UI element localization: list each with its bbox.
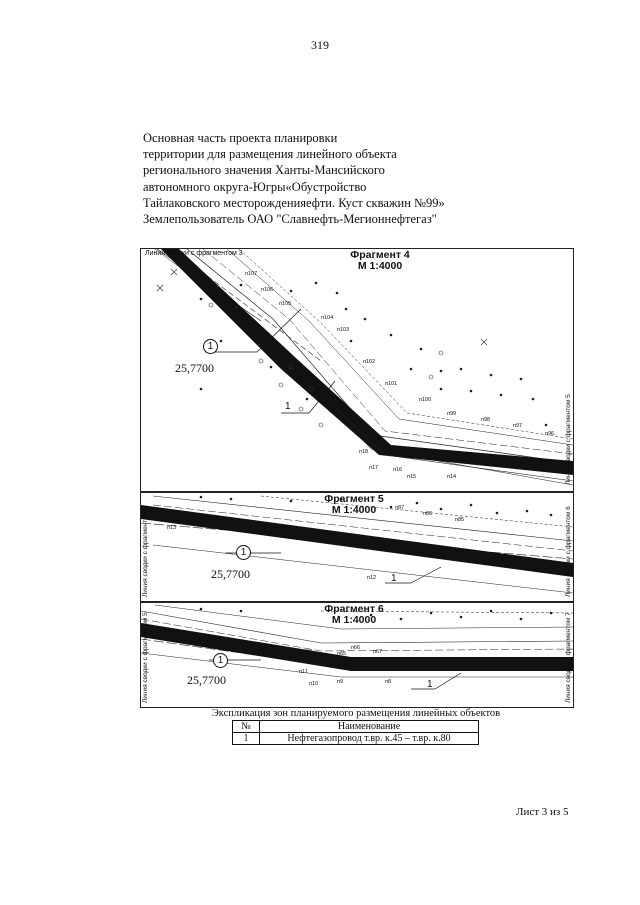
point-label: п101 [385,381,398,387]
line-number: 1 [427,679,433,690]
point-label: п13 [167,525,177,531]
table-header-row [233,721,479,733]
point-label: п97 [513,423,523,429]
point-label: п64 [303,649,313,655]
heading-line: Землепользователь ОАО "Славнефть-Мегионнефтегаз" [143,212,437,227]
point-label: п102 [363,359,376,365]
sheet-label: Лист 3 из 5 [516,806,569,818]
fragment-5-join-label-left: Линия сводки с фрагментом 4 [142,506,149,597]
fragment-title-text: Фрагмент 6 [324,603,384,615]
point-label: п16 [393,467,403,473]
table-row [233,733,479,745]
fragment-6-join-label-left: Линия сводки с фрагментом 5 [142,612,149,703]
point-label: п67 [373,649,383,655]
point-label: п106 [261,287,274,293]
point-label: п86 [423,511,433,517]
document-heading [143,130,473,227]
fragment-6-join-label-right: Линия сводки с фрагментом 7 [565,612,572,703]
point-label: п9 [337,679,344,685]
point-label: п65 [337,651,347,657]
fragment-scale-text: М 1:4000 [331,614,377,626]
point-label: п99 [447,411,457,417]
fragment-scale-text: М 1:4000 [357,260,403,272]
point-label: п14 [447,474,457,480]
point-label: п15 [407,474,417,480]
point-label: п107 [245,271,258,277]
point-label: п100 [419,397,432,403]
point-label: п8 [385,679,392,685]
heading-line: автономного округа-Югры«Обустройство [143,179,367,194]
point-label: п10 [309,681,319,687]
fragment-title-text: Фрагмент 4 [350,249,410,261]
point-label: п98 [481,417,491,423]
point-label: п103 [337,327,350,333]
fragment-6-title [309,604,399,626]
explication-title: Экспликация зон планируемого размещения линейных объектов [211,708,501,719]
point-label: п12 [367,575,377,581]
fragment-4-join-label-right: Линия сводки с фрагментом 5 [565,394,572,485]
explication-table [232,720,479,745]
heading-line: Тайлаковского месторожденияефти. Куст скважин №99» [143,195,445,210]
map-fragment-5 [140,492,574,602]
column-header: Наименование [260,721,479,733]
map-fragment-6 [140,602,574,708]
zone-area: 25,7700 [211,567,250,581]
zone-area: 25,7700 [187,673,226,687]
zone-number-marker: 1 [236,545,251,560]
point-label: п85 [455,517,465,523]
point-label: п105 [279,301,292,307]
page-number: 319 [311,38,329,52]
line-number: 1 [285,401,291,412]
line-number: 1 [391,573,397,584]
point-label: п104 [321,315,334,321]
table-cell: 1 [233,733,260,745]
point-label: п18 [359,449,369,455]
zone-area: 25,7700 [175,361,214,375]
heading-line: регионального значения Ханты-Мансийского [143,163,385,178]
map-fragment-4 [140,248,574,492]
heading-line: территории для размещения линейного объекта [143,147,397,162]
fragment-4-join-label: Линия сводки с фрагментом 3 [145,250,243,257]
fragment-4-title [335,250,425,272]
fragment-5-title [309,494,399,516]
fragment-5-join-label-right: Линия сводки с фрагментом 6 [565,506,572,597]
point-label: п11 [299,669,308,675]
point-label: п66 [351,645,361,651]
point-label: п96 [545,431,555,437]
table-cell: Нефтегазопровод т.вр. к.45 – т.вр. к.80 [260,733,479,745]
point-label: п87 [395,505,405,511]
point-label: п17 [369,465,379,471]
column-header: № [233,721,260,733]
heading-line: Основная часть проекта планировки [143,131,338,145]
fragment-scale-text: М 1:4000 [331,504,377,516]
zone-number-marker: 1 [203,339,218,354]
fragment-title-text: Фрагмент 5 [324,493,384,505]
zone-number-marker: 1 [213,653,228,668]
